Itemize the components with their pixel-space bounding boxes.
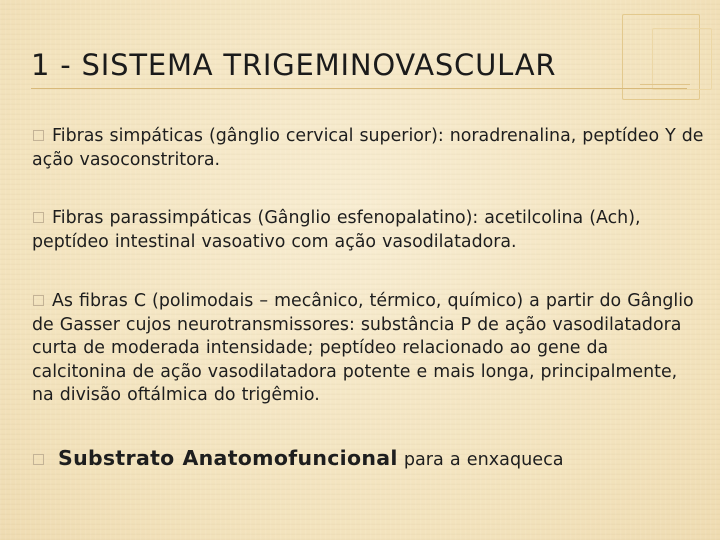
bullet-item-substrate — [32, 447, 704, 473]
title-underline — [31, 88, 687, 89]
square-bullet-icon — [33, 212, 44, 223]
corner-decoration-inner — [652, 28, 712, 90]
bullet-text: Fibras parassimpáticas (Gânglio esfenopalatino): acetilcolina (Ach), peptídeo intestinal vasoativo com ação vasodilatadora. — [32, 208, 641, 252]
slide-title: 1 - SISTEMA TRIGEMINOVASCULAR — [31, 48, 557, 82]
bullet-text: As fibras C (polimodais – mecânico, térmico, químico) a partir do Gânglio de Gasser cujos neurotransmissores: substância P de ação vasodilatadora curta de moderada intensidade; peptídeo relacionado ao gene da calcitonina de ação vasodilatadora potente e mais longa, principalmente, na divisão oftálmica do trigêmio. — [32, 291, 694, 406]
square-bullet-icon — [33, 130, 44, 141]
square-bullet-icon — [33, 454, 44, 465]
square-bullet-icon — [33, 295, 44, 306]
title-rule-ornament — [640, 84, 690, 93]
bullet-text: Fibras simpáticas (gânglio cervical superior): noradrenalina, peptídeo Y de ação vasoconstritora. — [32, 126, 704, 170]
bullet-item-sympathetic — [32, 125, 704, 172]
bullet-item-c-fibers — [32, 290, 704, 408]
bullet-item-parasympathetic — [32, 207, 704, 254]
bullet-bold-text: Substrato Anatomofuncional — [58, 446, 398, 470]
bullet-text: para a enxaqueca — [403, 450, 564, 470]
